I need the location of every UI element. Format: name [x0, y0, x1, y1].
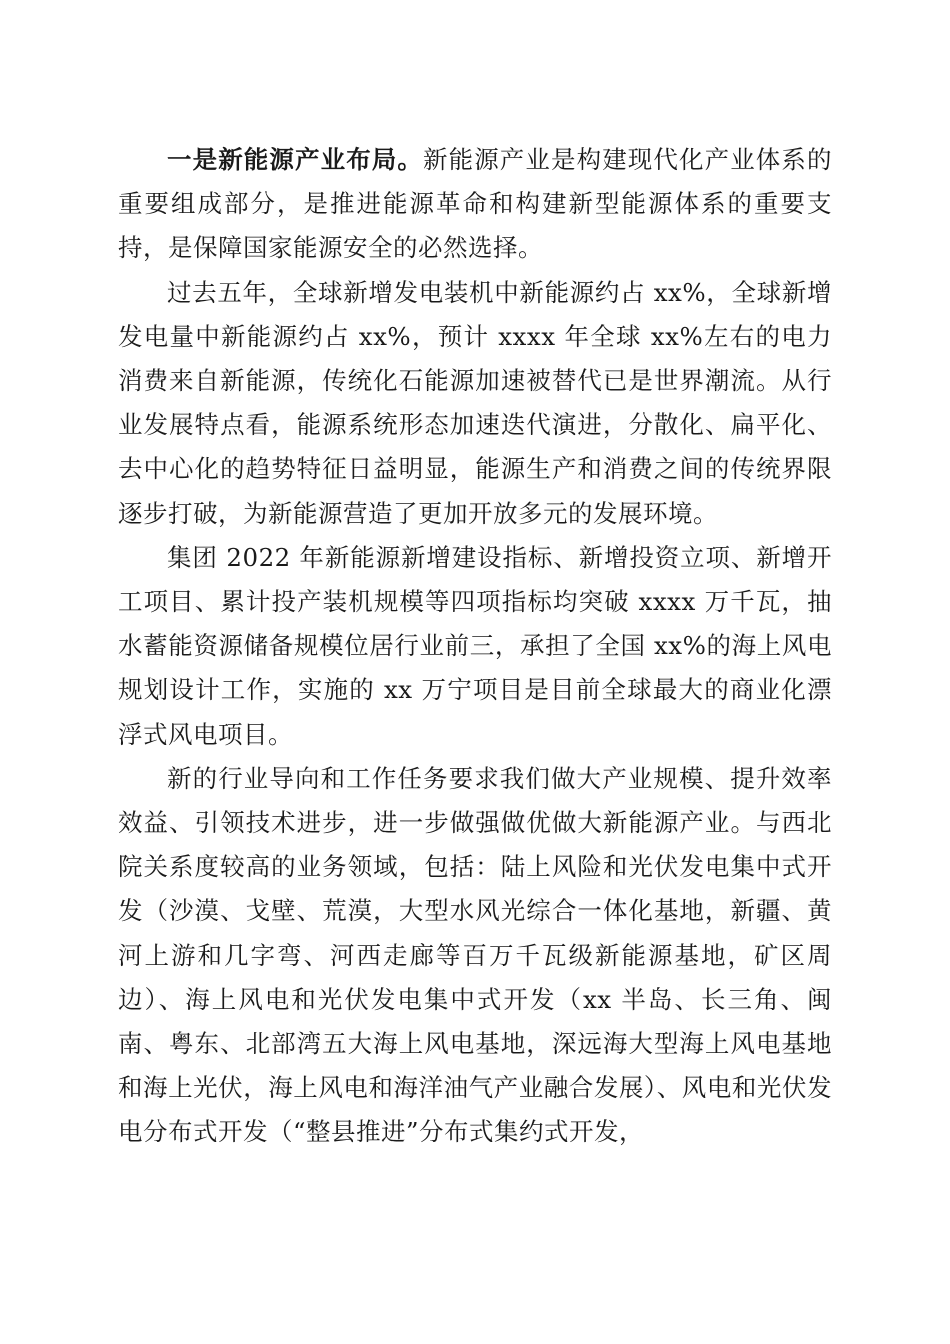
paragraph-new-energy-layout — [118, 138, 832, 271]
paragraph-text: 新能源产业是构建现代化产业体系的重要组成部分，是推进能源革命和构建新型能源体系的重要支持，是保障国家能源安全的必然选择。 — [118, 145, 832, 263]
paragraph-text: 过去五年，全球新增发电装机中新能源约占 xx%，全球新增发电量中新能源约占 xx%，预计 xxxx 年全球 xx%左右的电力消费来自新能源，传统化石能源加速被替代已是世界潮流。从行业发展特点看，能源系统形态加速迭代演进，分散化、扁平化、去中心化的趋势特征日益明显，能源生产和消费之间的传统界限逐步打破，为新能源营造了更加开放多元的发展环境。 — [118, 277, 832, 528]
paragraph-group-achievements — [118, 536, 832, 757]
document-body — [118, 138, 832, 1155]
paragraph-business-areas — [118, 757, 832, 1155]
paragraph-text: 集团 2022 年新能源新增建设指标、新增投资立项、新增开工项目、累计投产装机规模等四项指标均突破 xxxx 万千瓦，抽水蓄能资源储备规模位居行业前三，承担了全国 xx%的海上风电规划设计工作，实施的 xx 万宁项目是目前全球最大的商业化漂浮式风电项目。 — [118, 542, 832, 749]
paragraph-text: 新的行业导向和工作任务要求我们做大产业规模、提升效率效益、引领技术进步，进一步做强做优做大新能源产业。与西北院关系度较高的业务领域，包括：陆上风险和光伏发电集中式开发（沙漠、戈壁、荒漠，大型水风光综合一体化基地，新疆、黄河上游和几字弯、河西走廊等百万千瓦级新能源基地，矿区周边）、海上风电和光伏发电集中式开发（xx 半岛、长三角、闽南、粤东、北部湾五大海上风电基地，深远海大型海上风电基地和海上光伏，海上风电和海洋油气产业融合发展）、风电和光伏发电分布式开发（“整县推进”分布式集约式开发， — [118, 763, 832, 1147]
section-heading: 一是新能源产业布局。 — [167, 145, 423, 174]
paragraph-global-trend — [118, 271, 832, 536]
